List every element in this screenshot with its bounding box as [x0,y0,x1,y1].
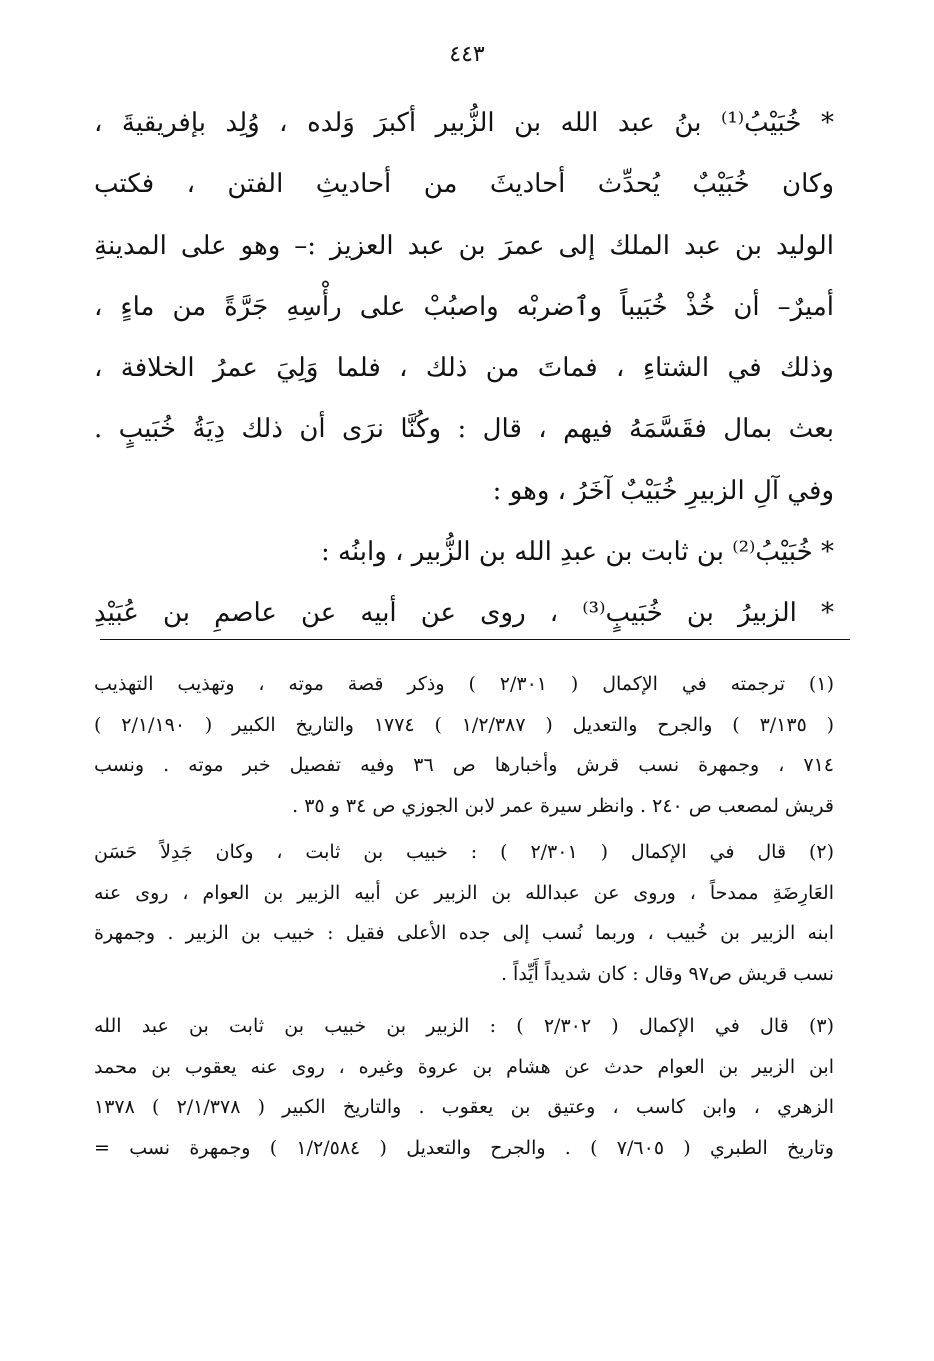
main-text-line: وكان خُبَيْبٌ يُحدِّث أحاديثَ من أحاديثِ الفتن ، فكتب [94,169,834,200]
main-text-line: * خُبَيْبُ⁽¹⁾ بنُ عبد الله بن الزُّبير أكبرَ وَلده ، وُلِد بإفريقيةَ ، [94,108,834,138]
footnote-line: الزهري ، وابن كاسب ، وعتيق بن يعقوب . والتاريخ الكبير ( ٢/١/٣٧٨ ) ١٣٧٨ [94,1096,834,1118]
main-text-line: أميرٌ– أن خُذْ خُبَيباً وٱضربْه واصبُبْ على رأْسِهِ جَرَّةً من ماءٍ ، [94,291,834,322]
main-text-line: الوليد بن عبد الملك إلى عمرَ بن عبد العزيز :– وهو على المدينةِ [94,230,834,261]
footnote-line: ( ٣/١٣٥ ) والجرح والتعديل ( ١/٢/٣٨٧ ) ١٧٧٤ والتاريخ الكبير ( ٢/١/١٩٠ ) [94,713,834,736]
footnote-1 [94,664,834,826]
footnote-2 [94,832,834,994]
footnote-line: (٢) قال في الإكمال ( ٢/٣٠١ ) : خبيب بن ثابت ، وكان جَدِلاً حَسَن [94,841,834,863]
main-text-line: * الزبيرُ بن خُبَيبٍ⁽³⁾ ، روى عن أبيه عن عاصمِ بن عُبَيْدِ [94,598,834,629]
footnote-line: ابن الزبير بن العوام حدث عن هشام بن عروة وغيره ، روى عنه يعقوب بن محمد [94,1055,834,1078]
footnote-line: العَارِضَةِ ممدحاً ، وروى عن عبدالله بن الزبير عن أبيه الزبير بن العوام ، روى عنه [94,881,834,904]
footnote-3 [94,1006,834,1168]
main-text-line: بعث بمال فقَسَّمَهُ فيهم ، قال : وكُنَّا نرَى أن ذلك دِيَةُ خُبَيبٍ . [94,414,834,445]
page-number: ٤٤٣ [449,42,485,67]
footnote-divider [100,639,850,640]
footnote-line: ٧١٤ ، وجمهرة نسب قرش وأخبارها ص ٣٦ وفيه تفصيل خبر موته . ونسب [94,754,834,776]
main-text-line: وذلك في الشتاءِ ، فماتَ من ذلك ، فلما وَلِيَ عمرُ الخلافة ، [94,353,834,384]
footnote-line: (١) ترجمته في الإكمال ( ٢/٣٠١ ) وذكر قصة موته ، وتهذيب التهذيب [94,673,834,695]
footnote-line: ابنه الزبير بن خُبيب ، وربما نُسب إلى جده الأعلى فقيل : خبيب بن الزبير . وجمهرة [94,922,834,944]
footnote-gap [94,994,834,1006]
footnote-line: نسب قريش ص٩٧ وقال : كان شديداً أَيِّداً . [500,962,834,985]
footnote-line: (٣) قال في الإكمال ( ٢/٣٠٢ ) : الزبير بن خبيب بن ثابت بن عبد الله [94,1015,834,1037]
footnotes [94,664,834,1168]
main-text-line: وفي آلِ الزبيرِ خُبَيْبٌ آخَرُ ، وهو : [492,475,834,506]
main-text-line: * خُبَيْبُ⁽²⁾ بن ثابت بن عبدِ الله بن الزُّبير ، وابنُه : [320,537,834,568]
footnote-line: وتاريخ الطبري ( ٧/٦٠٥ ) . والجرح والتعديل ( ١/٢/٥٨٤ ) وجمهرة نسب = [94,1136,834,1159]
footnote-line: قريش لمصعب ص ٢٤٠ . وانظر سيرة عمر لابن الجوزي ص ٣٤ و ٣٥ . [292,794,834,817]
main-text [94,93,834,645]
